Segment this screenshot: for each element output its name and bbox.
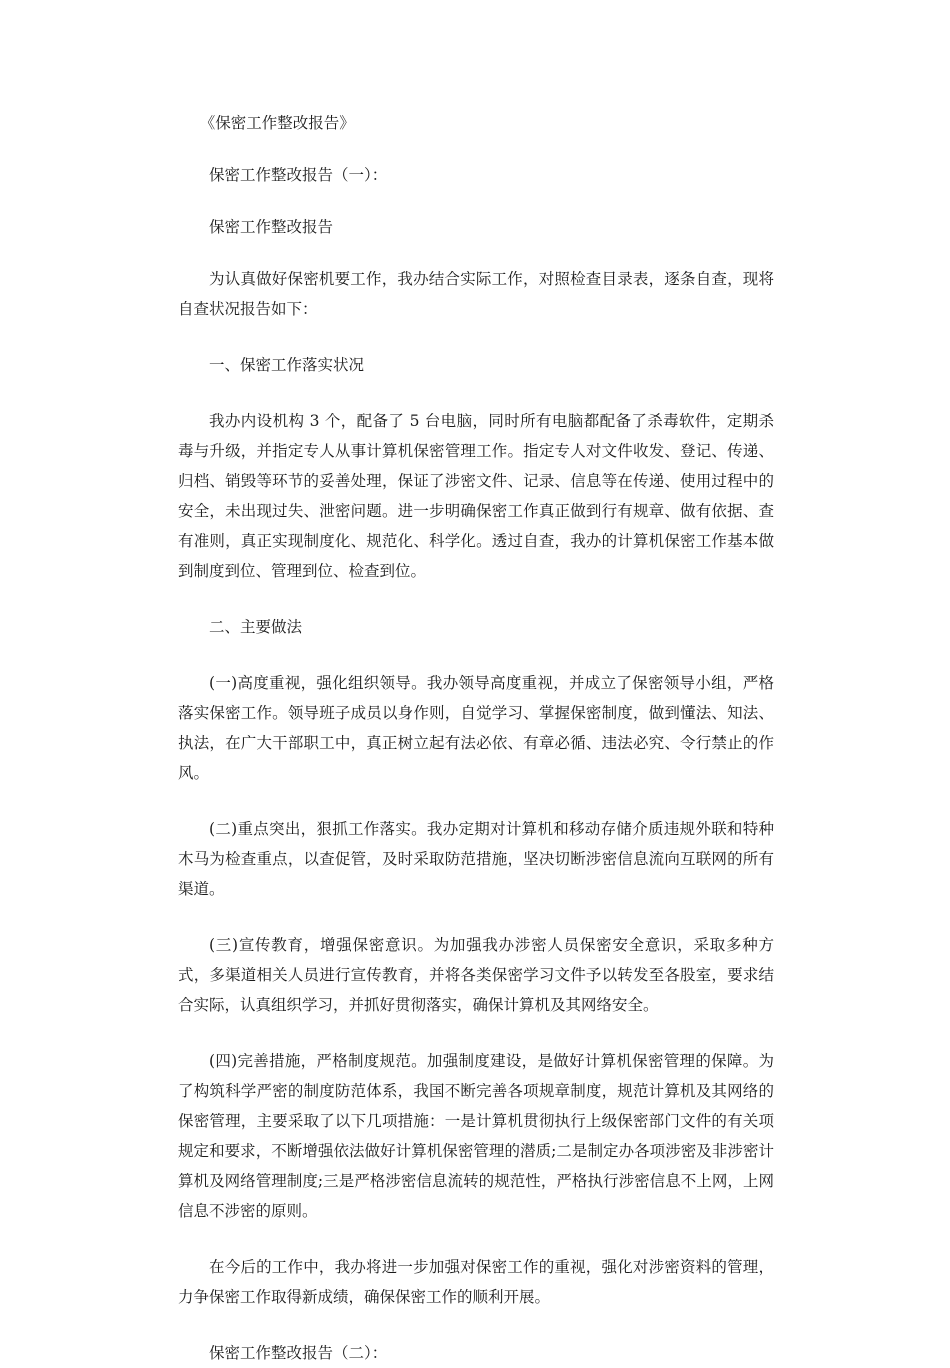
report-heading: 保密工作整改报告 [209, 218, 334, 236]
section1-body: 我办内设机构 3 个，配备了 5 台电脑，同时所有电脑都配备了杀毒软件，定期杀毒与升级，并指定专人从事计算机保密管理工作。指定专人对文件收发、登记、传递、归档、销毁等环节的妥善处理，保证了涉密文件、记录、信息等在传递、使用过程中的安全，未出现过失、泄密问题。进一步明确保密工作真正做到行有规章、做有依据、查有准则，真正实现制度化、规范化、科学化。透过自查，我办的计算机保密工作基本做到制度到位、管理到位、检查到位。 [178, 412, 774, 580]
item-1: (一)高度重视，强化组织领导。我办领导高度重视，并成立了保密领导小组，严格落实保密工作。领导班子成员以身作则，自觉学习、掌握保密制度，做到懂法、知法、执法，在广大干部职工中，真正树立起有法必依、有章必循、违法必究、令行禁止的作风。 [178, 674, 774, 782]
part1-heading: 保密工作整改报告（一）： [209, 166, 388, 184]
document-title: 《保密工作整改报告》 [199, 114, 355, 132]
section1-heading: 一、保密工作落实状况 [209, 356, 365, 374]
part2-heading: 保密工作整改报告（二）： [209, 1344, 388, 1362]
document-body [178, 108, 774, 1368]
item-2: (二)重点突出，狠抓工作落实。我办定期对计算机和移动存储介质违规外联和特种木马为检查重点，以查促管，及时采取防范措施，坚决切断涉密信息流向互联网的所有渠道。 [178, 820, 774, 898]
section2-heading: 二、主要做法 [209, 618, 303, 636]
item-4: (四)完善措施，严格制度规范。加强制度建设，是做好计算机保密管理的保障。为了构筑科学严密的制度防范体系，我国不断完善各项规章制度，规范计算机及其网络的保密管理，主要采取了以下几项措施：一是计算机贯彻执行上级保密部门文件的有关项规定和要求，不断增强依法做好计算机保密管理的潜质;二是制定办各项涉密及非涉密计算机及网络管理制度;三是严格涉密信息流转的规范性，严格执行涉密信息不上网，上网信息不涉密的原则。 [178, 1052, 774, 1220]
conclusion-paragraph: 在今后的工作中，我办将进一步加强对保密工作的重视，强化对涉密资料的管理，力争保密工作取得新成绩，确保保密工作的顺利开展。 [178, 1258, 774, 1306]
item-3: (三)宣传教育，增强保密意识。为加强我办涉密人员保密安全意识，采取多种方式，多渠道相关人员进行宣传教育，并将各类保密学习文件予以转发至各股室，要求结合实际，认真组织学习，并抓好贯彻落实，确保计算机及其网络安全。 [178, 936, 774, 1014]
intro-paragraph: 为认真做好保密机要工作，我办结合实际工作，对照检查目录表，逐条自查，现将自查状况报告如下： [178, 270, 774, 318]
